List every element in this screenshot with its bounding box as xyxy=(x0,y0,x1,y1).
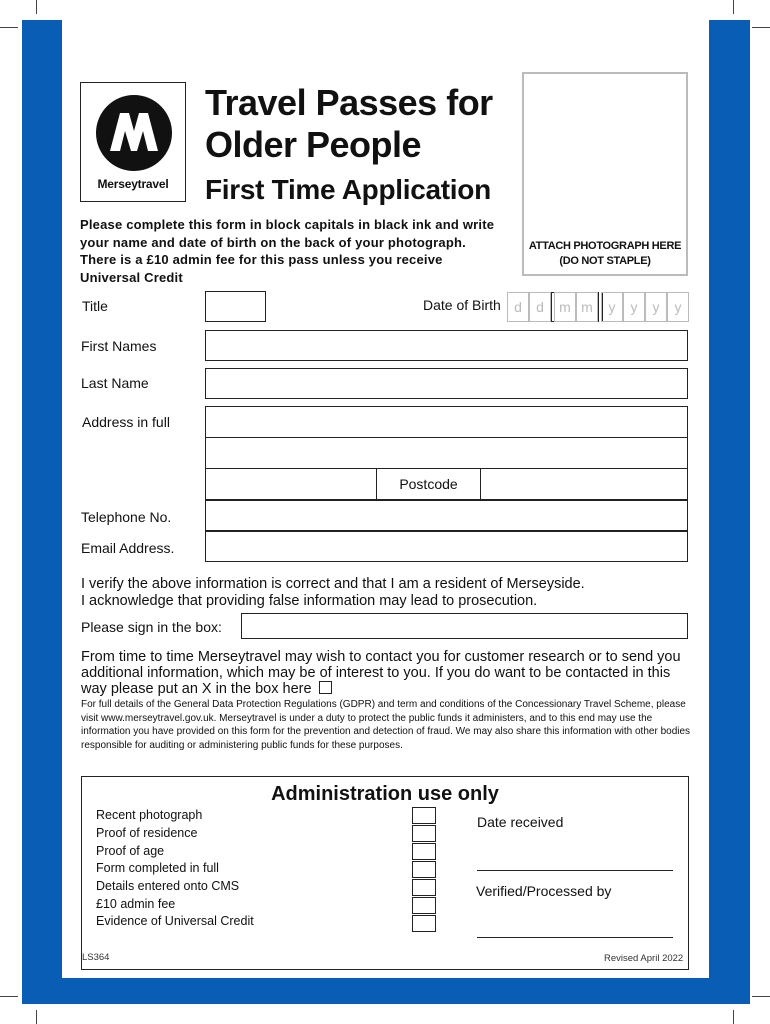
first-names-field[interactable] xyxy=(205,330,688,361)
admin-checkbox[interactable] xyxy=(412,861,436,878)
admin-item: Form completed in full xyxy=(96,861,219,875)
crop-mark xyxy=(733,0,734,14)
dob-month-1[interactable]: m xyxy=(554,292,576,322)
contact-consent-checkbox[interactable] xyxy=(319,681,332,694)
admin-title: Administration use only xyxy=(271,783,499,805)
logo-wordmark: Merseytravel xyxy=(97,177,169,191)
email-field[interactable] xyxy=(205,531,688,562)
dob-year-1[interactable]: y xyxy=(601,292,623,322)
admin-item: Proof of age xyxy=(96,844,165,858)
dob-year-3[interactable]: y xyxy=(645,292,667,322)
admin-checkbox[interactable] xyxy=(412,807,436,824)
admin-item: Recent photograph xyxy=(96,808,203,822)
date-received-line[interactable] xyxy=(477,870,673,871)
postcode-field[interactable] xyxy=(480,468,688,500)
title-label: Title xyxy=(82,298,108,314)
verification-statement: I verify the above information is correct and that I am a resident of Merseyside. I acknowledge that providing false information may lead to prosecution. xyxy=(81,576,585,609)
crop-mark xyxy=(752,996,770,997)
crop-mark xyxy=(36,1010,37,1024)
page-subtitle: First Time Application xyxy=(205,174,491,205)
email-label: Email Address. xyxy=(81,540,175,556)
admin-item: £10 admin fee xyxy=(96,897,176,911)
sign-label: Please sign in the box: xyxy=(81,619,222,635)
admin-checkbox[interactable] xyxy=(412,825,436,842)
address-line-3[interactable] xyxy=(205,468,377,500)
telephone-field[interactable] xyxy=(205,500,688,531)
admin-item: Details entered onto CMS xyxy=(96,879,240,893)
admin-item: Evidence of Universal Credit xyxy=(96,914,254,928)
crop-mark xyxy=(36,0,37,14)
admin-item: Proof of residence xyxy=(96,826,198,840)
verified-label: Verified/Processed by xyxy=(476,883,612,899)
dob-label: Date of Birth xyxy=(423,297,501,313)
address-line-2[interactable] xyxy=(205,437,688,469)
telephone-label: Telephone No. xyxy=(81,509,172,525)
intro-text: Please complete this form in block capitals in black ink and write your name and date of birth on the back of your photograph. There is a £10 admin fee for this pass unless you receive Universal Credit xyxy=(80,217,495,285)
form-code: LS364 xyxy=(82,952,110,963)
last-name-label: Last Name xyxy=(81,375,149,391)
admin-checkbox[interactable] xyxy=(412,879,436,896)
photo-label: ATTACH PHOTOGRAPH HERE (DO NOT STAPLE) xyxy=(528,240,682,267)
dob-day-2[interactable]: d xyxy=(529,292,551,322)
dob-day-1[interactable]: d xyxy=(507,292,529,322)
page-title: Travel Passes for Older People xyxy=(205,82,493,165)
crop-mark xyxy=(733,1010,734,1024)
photo-box[interactable] xyxy=(522,72,688,276)
merseytravel-logo xyxy=(80,82,186,202)
dob-year-4[interactable]: y xyxy=(667,292,689,322)
crop-mark xyxy=(0,27,18,28)
crop-mark xyxy=(752,27,770,28)
crop-mark xyxy=(0,996,18,997)
admin-checkbox[interactable] xyxy=(412,843,436,860)
revised-date: Revised April 2022 xyxy=(604,953,684,964)
address-label: Address in full xyxy=(82,414,170,430)
admin-section xyxy=(81,776,689,970)
contact-consent-text: From time to time Merseytravel may wish to contact you for customer research or to send you additional information, which may be of interest to you. If you do want to be contacted in this way please put an X in the box here xyxy=(81,649,681,697)
verified-line[interactable] xyxy=(477,937,673,938)
address-line-1[interactable] xyxy=(205,406,688,438)
date-received-label: Date received xyxy=(477,814,564,830)
gdpr-notice: For full details of the General Data Protection Regulations (GDPR) and term and conditions of the Concessionary Travel Scheme, please visit www.merseytravel.gov.uk. Merseytravel is under a duty to protect the public funds it administers, and to this end may use the information you have provided on this form for the prevention and detection of fraud. We may also share this information with other bodies responsible for auditing or administering public funds for these purposes. xyxy=(81,699,691,751)
last-name-field[interactable] xyxy=(205,368,688,399)
admin-checkbox[interactable] xyxy=(412,897,436,914)
dob-month-2[interactable]: m xyxy=(576,292,598,322)
logo-m-icon xyxy=(96,95,172,171)
title-field[interactable] xyxy=(205,291,266,322)
dob-year-2[interactable]: y xyxy=(623,292,645,322)
admin-checkbox[interactable] xyxy=(412,915,436,932)
postcode-label: Postcode xyxy=(376,468,481,500)
signature-box[interactable] xyxy=(241,613,688,639)
first-names-label: First Names xyxy=(81,338,157,354)
